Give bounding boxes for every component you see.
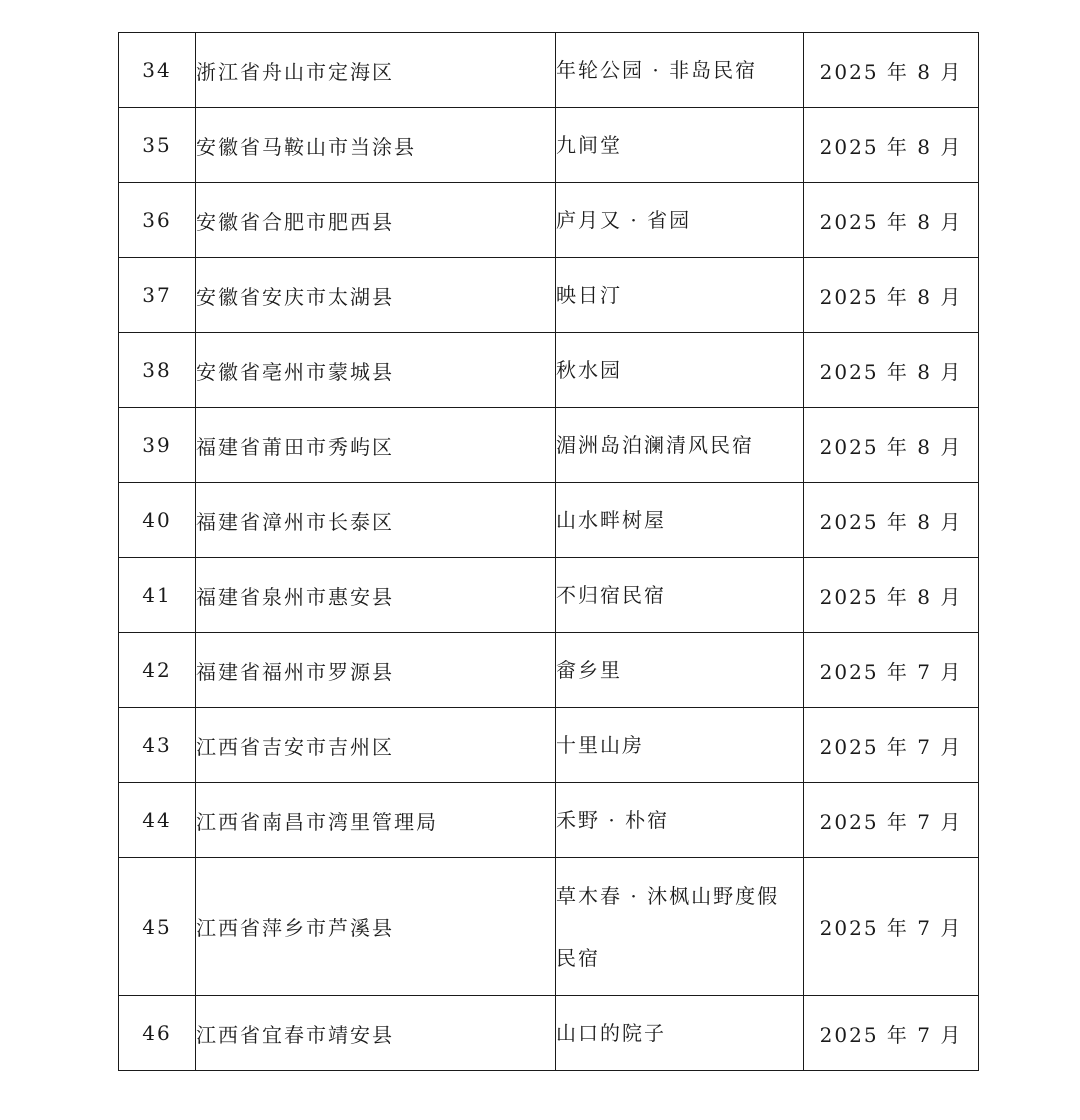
row-region: 浙江省舟山市定海区 [196,33,556,108]
row-region: 福建省泉州市惠安县 [196,558,556,633]
table-row [119,333,979,408]
row-homestay-name: 映日汀 [556,258,804,333]
row-region: 福建省福州市罗源县 [196,633,556,708]
table-row [119,858,979,996]
row-number: 34 [119,33,196,108]
row-homestay-name [556,858,804,996]
row-region: 江西省吉安市吉州区 [196,708,556,783]
table-row [119,108,979,183]
row-number: 45 [119,858,196,996]
row-region: 江西省宜春市靖安县 [196,996,556,1071]
row-date: 2025 年 8 月 [804,333,979,408]
row-region: 福建省莆田市秀屿区 [196,408,556,483]
row-date: 2025 年 7 月 [804,783,979,858]
row-homestay-name: 山口的院子 [556,996,804,1071]
row-date: 2025 年 7 月 [804,858,979,996]
row-region: 福建省漳州市长泰区 [196,483,556,558]
table-row [119,33,979,108]
row-homestay-name-line1: 草木春 · 沐枫山野度假 [556,883,780,908]
row-date: 2025 年 7 月 [804,633,979,708]
table-row [119,183,979,258]
row-homestay-name: 山水畔树屋 [556,483,804,558]
row-date: 2025 年 7 月 [804,708,979,783]
row-number: 37 [119,258,196,333]
row-number: 35 [119,108,196,183]
table-row [119,708,979,783]
row-homestay-name: 十里山房 [556,708,804,783]
table-row [119,483,979,558]
row-number: 44 [119,783,196,858]
homestay-list-table [118,32,979,1071]
row-region: 江西省萍乡市芦溪县 [196,858,556,996]
row-number: 43 [119,708,196,783]
row-date: 2025 年 7 月 [804,996,979,1071]
row-homestay-name: 畲乡里 [556,633,804,708]
row-homestay-name-line2: 民宿 [556,945,600,970]
table-row [119,558,979,633]
table-row [119,258,979,333]
row-date: 2025 年 8 月 [804,483,979,558]
table-row [119,783,979,858]
row-region: 安徽省马鞍山市当涂县 [196,108,556,183]
row-homestay-name: 秋水园 [556,333,804,408]
table-row [119,996,979,1071]
row-number: 38 [119,333,196,408]
row-number: 42 [119,633,196,708]
row-number: 40 [119,483,196,558]
row-homestay-name: 年轮公园 · 非岛民宿 [556,33,804,108]
row-date: 2025 年 8 月 [804,258,979,333]
row-number: 41 [119,558,196,633]
row-homestay-name: 九间堂 [556,108,804,183]
row-region: 安徽省合肥市肥西县 [196,183,556,258]
row-region: 安徽省亳州市蒙城县 [196,333,556,408]
row-homestay-name: 庐月又 · 省园 [556,183,804,258]
row-date: 2025 年 8 月 [804,558,979,633]
row-date: 2025 年 8 月 [804,183,979,258]
row-date: 2025 年 8 月 [804,33,979,108]
table-row [119,633,979,708]
row-number: 46 [119,996,196,1071]
table-row [119,408,979,483]
row-number: 39 [119,408,196,483]
row-region: 安徽省安庆市太湖县 [196,258,556,333]
row-region: 江西省南昌市湾里管理局 [196,783,556,858]
row-date: 2025 年 8 月 [804,408,979,483]
row-number: 36 [119,183,196,258]
row-homestay-name: 禾野 · 朴宿 [556,783,804,858]
row-homestay-name: 不归宿民宿 [556,558,804,633]
row-date: 2025 年 8 月 [804,108,979,183]
row-homestay-name: 湄洲岛泊澜清风民宿 [556,408,804,483]
